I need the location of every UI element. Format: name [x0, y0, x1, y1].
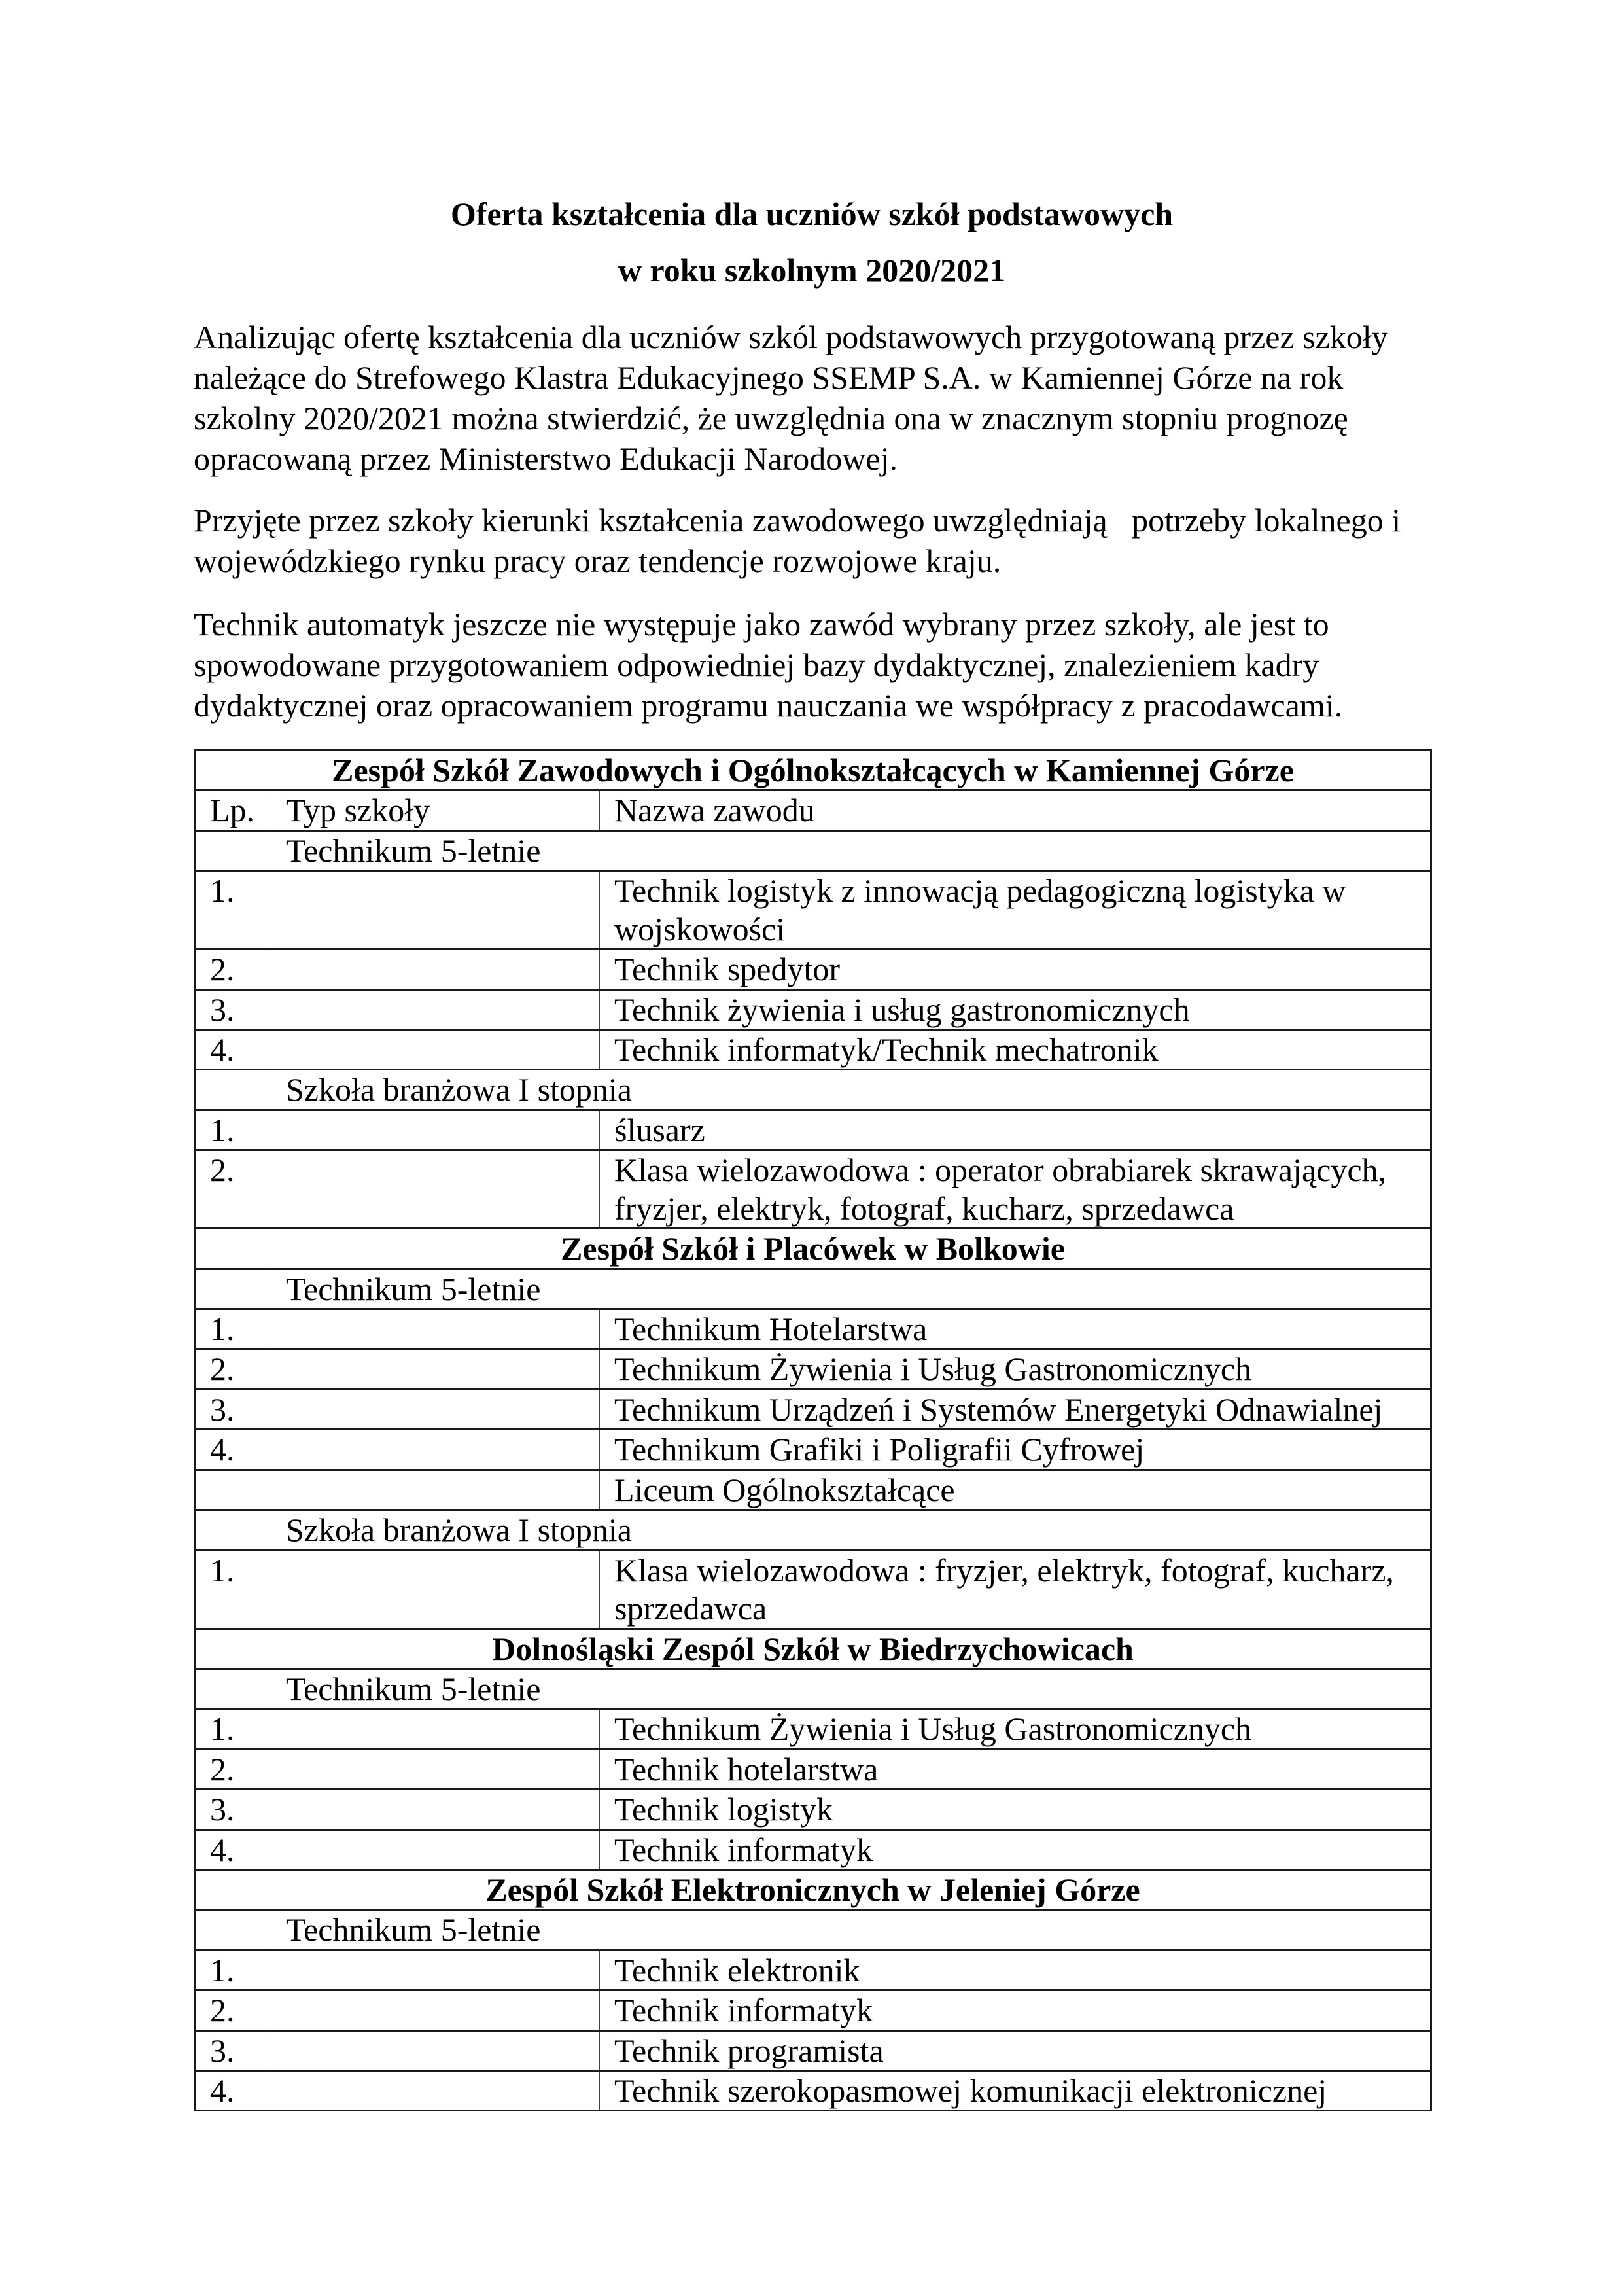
lp-cell: [195, 1470, 271, 1510]
table-row: [195, 1349, 1431, 1389]
column-header-lp: Lp.: [195, 790, 271, 830]
school-name: Zespół Szkół Zawodowych i Ogólnokształcących w Kamiennej Górze: [195, 751, 1431, 790]
profession-name: Liceum Ogólnokształcące: [600, 1470, 1431, 1510]
lp-cell: 4.: [195, 1430, 271, 1470]
lp-cell: [195, 1269, 271, 1309]
labor-market-paragraph: [194, 500, 1437, 581]
profession-name: Technikum Hotelarstwa: [600, 1309, 1431, 1349]
table-row: [195, 1550, 1431, 1629]
table-row: [195, 1790, 1431, 1829]
profession-name: Technik informatyk: [600, 1990, 1431, 2030]
type-cell: [271, 1430, 600, 1470]
lp-cell: 2.: [195, 1749, 271, 1789]
lp-cell: [195, 1669, 271, 1708]
column-header-type: Typ szkoły: [271, 790, 600, 830]
table-row: [195, 2030, 1431, 2070]
type-cell: [271, 1990, 600, 2030]
paragraph-line: Przyjęte przez szkoły kierunki kształcenia zawodowego uwzględniają potrzeby lokalnego i: [194, 502, 1401, 539]
lp-cell: 2.: [195, 1990, 271, 2030]
lp-cell: 1.: [195, 871, 271, 949]
lp-cell: 4.: [195, 2070, 271, 2110]
type-cell: [271, 1110, 600, 1150]
type-cell: [271, 949, 600, 989]
school-type: Technikum 5-letnie: [271, 830, 1431, 870]
profession-name: Technik elektronik: [600, 1950, 1431, 1990]
school-name: Dolnośląski Zespól Szkół w Biedrzychowicach: [195, 1629, 1431, 1669]
lp-cell: 2.: [195, 1150, 271, 1229]
column-header-name: Nazwa zawodu: [600, 790, 1431, 830]
paragraph-line: Analizując ofertę kształcenia dla uczniów szkól podstawowych przygotowaną przez szkoły: [194, 319, 1388, 355]
type-cell: [271, 1709, 600, 1749]
school-name: Zespół Szkół i Placówek w Bolkowie: [195, 1229, 1431, 1269]
paragraph-line: opracowaną przez Ministerstwo Edukacji Narodowej.: [194, 440, 898, 477]
school-type-row: [195, 1669, 1431, 1708]
school-type-row: [195, 1910, 1431, 1950]
type-cell: [271, 1790, 600, 1829]
paragraph-line: szkolny 2020/2021 można stwierdzić, że uwzględnia ona w znacznym stopniu prognozę: [194, 400, 1348, 436]
lp-cell: [195, 830, 271, 870]
profession-name: Technikum Urządzeń i Systemów Energetyki Odnawialnej: [600, 1389, 1431, 1429]
school-header-row: [195, 751, 1431, 790]
type-cell: [271, 1470, 600, 1510]
intro-paragraph: [194, 317, 1437, 479]
type-cell: [271, 1749, 600, 1789]
document-title-line-2: w roku szkolnym 2020/2021: [618, 252, 1006, 289]
lp-cell: 1.: [195, 1309, 271, 1349]
profession-name: Technikum Grafiki i Poligrafii Cyfrowej: [600, 1430, 1431, 1470]
school-type-row: [195, 1070, 1431, 1110]
profession-name: Technik spedytor: [600, 949, 1431, 989]
school-type-row: [195, 1510, 1431, 1550]
lp-cell: [195, 1070, 271, 1110]
lp-cell: 1.: [195, 1950, 271, 1990]
school-header-row: [195, 1629, 1431, 1669]
profession-name: Technik informatyk/Technik mechatronik: [600, 1030, 1431, 1070]
type-cell: [271, 1829, 600, 1869]
profession-name: Technik logistyk: [600, 1790, 1431, 1829]
paragraph-line: Technik automatyk jeszcze nie występuje jako zawód wybrany przez szkoły, ale jest to: [194, 606, 1329, 643]
table-row: [195, 1470, 1431, 1510]
profession-name: Technik szerokopasmowej komunikacji elektronicznej: [600, 2070, 1431, 2110]
automation-technician-paragraph: [194, 604, 1437, 726]
lp-cell: 3.: [195, 1389, 271, 1429]
table-row: [195, 2070, 1431, 2110]
profession-name: Technik hotelarstwa: [600, 1749, 1431, 1789]
table-row: [195, 1950, 1431, 1990]
type-cell: [271, 1950, 600, 1990]
school-name: Zespól Szkół Elektronicznych w Jeleniej Górze: [195, 1869, 1431, 1909]
type-cell: [271, 2070, 600, 2110]
lp-cell: 4.: [195, 1030, 271, 1070]
school-type: Szkoła branżowa I stopnia: [271, 1070, 1431, 1110]
school-type: Technikum 5-letnie: [271, 1669, 1431, 1708]
profession-name: Technik informatyk: [600, 1829, 1431, 1869]
table-row: [195, 1389, 1431, 1429]
profession-name: Klasa wielozawodowa : fryzjer, elektryk, fotograf, kucharz, sprzedawca: [600, 1550, 1431, 1629]
type-cell: [271, 1150, 600, 1229]
table-row: [195, 1309, 1431, 1349]
table-row: [195, 871, 1431, 949]
table-row: [195, 1430, 1431, 1470]
lp-cell: 1.: [195, 1110, 271, 1150]
lp-cell: 3.: [195, 1790, 271, 1829]
type-cell: [271, 989, 600, 1029]
lp-cell: [195, 1910, 271, 1950]
type-cell: [271, 1030, 600, 1070]
table-row: [195, 1749, 1431, 1789]
table-row: [195, 1990, 1431, 2030]
column-header-row: [195, 790, 1431, 830]
school-header-row: [195, 1229, 1431, 1269]
school-type: Szkoła branżowa I stopnia: [271, 1510, 1431, 1550]
type-cell: [271, 1389, 600, 1429]
table-row: [195, 989, 1431, 1029]
paragraph-line: wojewódzkiego rynku pracy oraz tendencje rozwojowe kraju.: [194, 542, 1002, 579]
type-cell: [271, 871, 600, 949]
school-type-row: [195, 1269, 1431, 1309]
lp-cell: 2.: [195, 1349, 271, 1389]
lp-cell: [195, 1510, 271, 1550]
lp-cell: 1.: [195, 1709, 271, 1749]
table-row: [195, 1829, 1431, 1869]
school-type-row: [195, 830, 1431, 870]
type-cell: [271, 2030, 600, 2070]
table-row: [195, 1150, 1431, 1229]
school-header-row: [195, 1869, 1431, 1909]
table-row: [195, 1709, 1431, 1749]
profession-name: ślusarz: [600, 1110, 1431, 1150]
school-type: Technikum 5-letnie: [271, 1269, 1431, 1309]
profession-name: Klasa wielozawodowa : operator obrabiarek skrawających, fryzjer, elektryk, fotograf, kucharz, sprzedawca: [600, 1150, 1431, 1229]
profession-name: Technikum Żywienia i Usług Gastronomicznych: [600, 1349, 1431, 1389]
lp-cell: 4.: [195, 1829, 271, 1869]
profession-name: Technik żywienia i usług gastronomicznych: [600, 989, 1431, 1029]
document-title-line-1: Oferta kształcenia dla uczniów szkół podstawowych: [450, 196, 1174, 232]
type-cell: [271, 1309, 600, 1349]
table-row: [195, 1030, 1431, 1070]
education-offer-table: [194, 749, 1432, 2111]
lp-cell: 2.: [195, 949, 271, 989]
school-type: Technikum 5-letnie: [271, 1910, 1431, 1950]
type-cell: [271, 1550, 600, 1629]
paragraph-line: spowodowane przygotowaniem odpowiedniej bazy dydaktycznej, znalezieniem kadry: [194, 646, 1319, 683]
lp-cell: 3.: [195, 989, 271, 1029]
profession-name: Technikum Żywienia i Usług Gastronomicznych: [600, 1709, 1431, 1749]
table-row: [195, 949, 1431, 989]
table-row: [195, 1110, 1431, 1150]
lp-cell: 3.: [195, 2030, 271, 2070]
profession-name: Technik programista: [600, 2030, 1431, 2070]
type-cell: [271, 1349, 600, 1389]
paragraph-line: dydaktycznej oraz opracowaniem programu nauczania we współpracy z pracodawcami.: [194, 687, 1343, 724]
paragraph-line: należące do Strefowego Klastra Edukacyjnego SSEMP S.A. w Kamiennej Górze na rok: [194, 359, 1344, 396]
lp-cell: 1.: [195, 1550, 271, 1629]
profession-name: Technik logistyk z innowacją pedagogiczną logistyka w wojskowości: [600, 871, 1431, 949]
